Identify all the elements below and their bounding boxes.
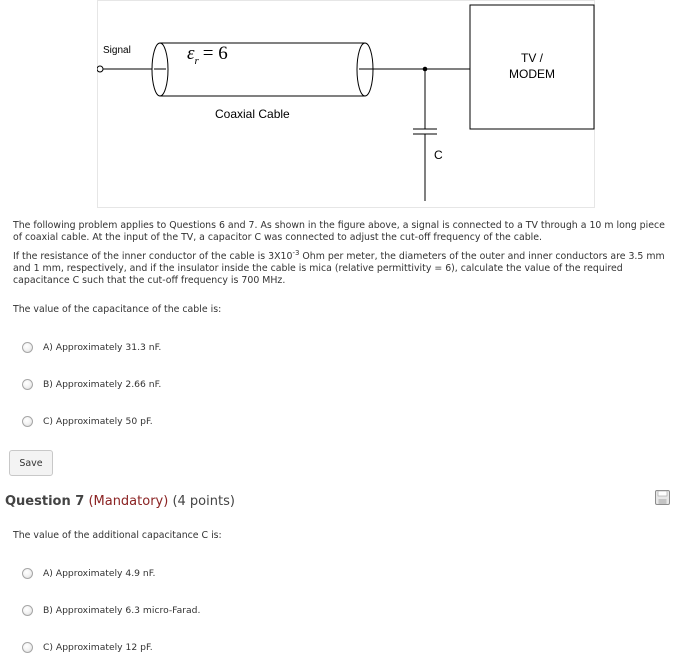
question-7-title: Question 7 [5, 494, 85, 509]
q6-option-b[interactable] [22, 377, 161, 391]
coaxial-cable-label: Coaxial Cable [215, 107, 290, 121]
q7-option-c-radio[interactable] [22, 642, 33, 653]
q7-option-c[interactable] [22, 640, 153, 654]
q7-option-a-label[interactable]: A) Approximately 4.9 nF. [43, 567, 156, 579]
mandatory-label: (Mandatory) [88, 494, 169, 509]
q6-option-b-radio[interactable] [22, 379, 33, 390]
q7-option-b[interactable] [22, 603, 200, 617]
disk-icon[interactable] [655, 490, 670, 505]
q6-option-a[interactable] [22, 340, 161, 354]
question-7-header [5, 494, 235, 509]
capacitor-label: C [434, 148, 443, 162]
q7-option-b-label[interactable]: B) Approximately 6.3 micro-Farad. [43, 604, 201, 616]
problem-intro: The following problem applies to Questions 6 and 7. As shown in the figure above, a signal is connected to a TV through a 10 m long piece of coaxial cable. At the input of the TV, a capacitor C was connected to adjust the cut-off frequency of the cable. [13, 220, 665, 243]
question-7-prompt: The value of the additional capacitance C is: [13, 530, 222, 541]
q6-option-b-label[interactable]: B) Approximately 2.66 nF. [43, 378, 162, 390]
q7-option-a-radio[interactable] [22, 568, 33, 579]
signal-label: Signal [103, 45, 131, 56]
signal-terminal [97, 66, 103, 72]
q6-option-a-label[interactable]: A) Approximately 31.3 nF. [43, 341, 162, 353]
q6-option-c-label[interactable]: C) Approximately 50 pF. [43, 415, 153, 427]
epsilon-label: $\varepsilon_r = 6$ [187, 43, 228, 67]
circuit-figure [97, 0, 595, 208]
q6-option-c[interactable] [22, 414, 153, 428]
save-button[interactable]: Save [9, 450, 53, 476]
points-label: (4 points) [172, 494, 235, 509]
q7-option-c-label[interactable]: C) Approximately 12 pF. [43, 641, 153, 653]
q6-option-a-radio[interactable] [22, 342, 33, 353]
problem-details: If the resistance of the inner conductor of the cable is $3X10^{-3}$ Ohm per meter, the diameters of the outer and inner conductors are 3.5 mm and 1 mm, respectively, and if the insulator inside the cable is mica (relative permittivity = 6), calculate the value of the required capacitance C such that the cut-off frequency is 700 MHz. [13, 248, 665, 286]
problem-statement [13, 220, 673, 294]
question-6-prompt: The value of the capacitance of the cable is: [13, 304, 222, 315]
q7-option-b-radio[interactable] [22, 605, 33, 616]
modem-label: MODEM [509, 67, 555, 81]
q6-option-c-radio[interactable] [22, 416, 33, 427]
q7-option-a[interactable] [22, 566, 155, 580]
circuit-diagram [97, 0, 595, 208]
tv-label: TV / [520, 51, 544, 65]
